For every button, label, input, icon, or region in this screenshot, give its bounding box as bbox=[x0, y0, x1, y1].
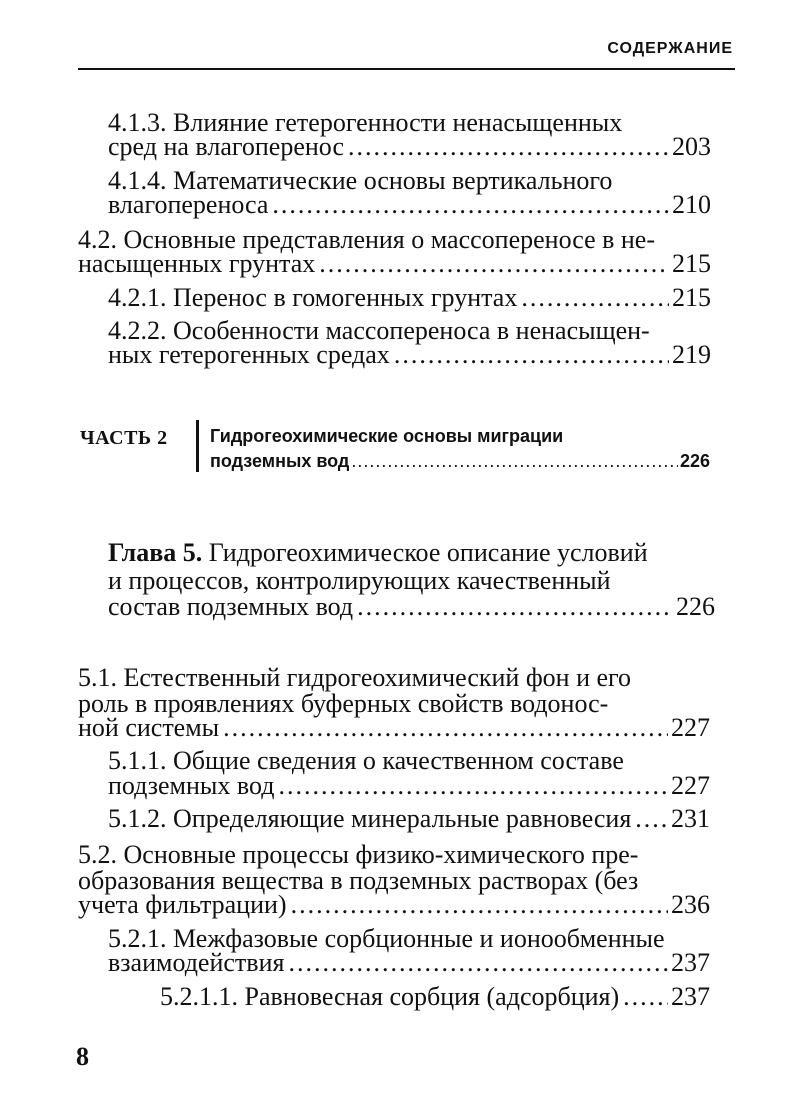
toc-page-number: 236 bbox=[671, 890, 710, 919]
chapter-title-part: Гидрогеохимическое описание условий bbox=[202, 538, 648, 567]
toc-page-number: 227 bbox=[671, 713, 710, 742]
leader-dots bbox=[357, 592, 673, 622]
part-label: ЧАСТЬ 2 bbox=[80, 427, 168, 449]
toc-entry-title: учета фильтрации) bbox=[78, 890, 287, 919]
toc-page-number: 226 bbox=[679, 451, 710, 471]
chapter-5-line2: и процессов, контролирующих качественный bbox=[108, 566, 611, 595]
toc-entry-title: 4.2.1. Перенос в гомогенных грунтах bbox=[108, 283, 518, 312]
toc-entry-4-1-4[interactable] bbox=[108, 190, 711, 220]
chapter-prefix: Глава 5. bbox=[108, 538, 203, 567]
leader-dots bbox=[623, 982, 668, 1012]
leader-dots bbox=[278, 771, 668, 801]
leader-dots bbox=[288, 948, 668, 978]
toc-entry-5-2-1[interactable] bbox=[108, 948, 710, 978]
toc-entry-5-1-line2: роль в проявлениях буферных свойств водонос- bbox=[78, 689, 609, 718]
toc-entry-5-1-line1: 5.1. Естественный гидрогеохимический фон и его bbox=[78, 663, 632, 692]
toc-page-number: 237 bbox=[671, 948, 710, 977]
toc-entry-title: 5.1.2. Определяющие минеральные равновесия bbox=[108, 804, 632, 833]
part-divider-bar bbox=[196, 420, 199, 472]
toc-entry-5-2-1-1[interactable] bbox=[160, 982, 710, 1012]
toc-page-number: 237 bbox=[671, 982, 710, 1011]
toc-page-number: 226 bbox=[676, 592, 715, 621]
toc-entry-4-1-3[interactable] bbox=[108, 132, 711, 162]
toc-page-number: 227 bbox=[671, 771, 710, 800]
toc-entry-part-2[interactable] bbox=[210, 449, 710, 473]
toc-entry-4-1-4-line1: 4.1.4. Математические основы вертикального bbox=[108, 166, 613, 195]
leader-dots bbox=[351, 449, 678, 473]
toc-entry-title: насыщенных грунтах bbox=[78, 249, 316, 278]
part-title-line1: Гидрогеохимические основы миграции bbox=[210, 426, 564, 446]
toc-entry-title: ной системы bbox=[78, 713, 220, 742]
toc-entry-5-1[interactable] bbox=[78, 713, 710, 743]
toc-entry-4-1-3-line1: 4.1.3. Влияние гетерогенности ненасыщенных bbox=[108, 108, 623, 137]
toc-entry-5-1-1[interactable] bbox=[108, 771, 710, 801]
toc-page-number: 203 bbox=[672, 132, 711, 161]
toc-entry-4-2-2[interactable] bbox=[108, 340, 711, 370]
toc-entry-5-2[interactable] bbox=[78, 890, 710, 920]
toc-entry-5-1-1-line1: 5.1.1. Общие сведения о качественном составе bbox=[108, 746, 624, 775]
toc-entry-title: влагопереноса bbox=[108, 190, 269, 219]
leader-dots bbox=[394, 340, 669, 370]
leader-dots bbox=[521, 283, 669, 313]
toc-page-number: 215 bbox=[672, 249, 711, 278]
toc-entry-5-2-line2: образования вещества в подземных растворах (без bbox=[78, 866, 639, 895]
chapter-5-line1 bbox=[108, 538, 648, 568]
toc-entry-5-1-2[interactable] bbox=[108, 804, 710, 834]
leader-dots bbox=[319, 249, 669, 279]
toc-entry-4-2[interactable] bbox=[78, 249, 711, 279]
toc-entry-title: подземных вод bbox=[210, 451, 350, 471]
toc-entry-title: взаимодействия bbox=[108, 948, 285, 977]
leader-dots bbox=[291, 890, 668, 920]
toc-entry-chapter-5[interactable] bbox=[108, 592, 715, 622]
toc-entry-title: сред на влагоперенос bbox=[108, 132, 344, 161]
toc-entry-4-2-2-line1: 4.2.2. Особенности массопереноса в ненасыщен- bbox=[108, 316, 650, 345]
toc-page-number: 215 bbox=[672, 283, 711, 312]
toc-page-number: 231 bbox=[671, 804, 710, 833]
toc-page-number: 210 bbox=[672, 190, 711, 219]
toc-entry-title: состав подземных вод bbox=[108, 592, 354, 621]
toc-entry-title: 5.2.1.1. Равновесная сорбция (адсорбция) bbox=[160, 982, 620, 1011]
toc-entry-5-2-1-line1: 5.2.1. Межфазовые сорбционные и ионообменные bbox=[108, 924, 665, 953]
toc-entry-title: ных гетерогенных средах bbox=[108, 340, 390, 369]
header-rule bbox=[78, 68, 735, 70]
leader-dots bbox=[348, 132, 669, 162]
toc-entry-4-2-line1: 4.2. Основные представления о массопереносе в не- bbox=[78, 225, 656, 254]
toc-entry-title: подземных вод bbox=[108, 771, 275, 800]
leader-dots bbox=[272, 190, 669, 220]
toc-page-number: 219 bbox=[672, 340, 711, 369]
running-header: СОДЕРЖАНИЕ bbox=[607, 40, 733, 57]
toc-entry-5-2-line1: 5.2. Основные процессы физико-химического пре- bbox=[78, 840, 639, 869]
toc-entry-4-2-1[interactable] bbox=[108, 283, 711, 313]
leader-dots bbox=[635, 804, 668, 834]
leader-dots bbox=[223, 713, 668, 743]
page-number: 8 bbox=[76, 1042, 89, 1071]
